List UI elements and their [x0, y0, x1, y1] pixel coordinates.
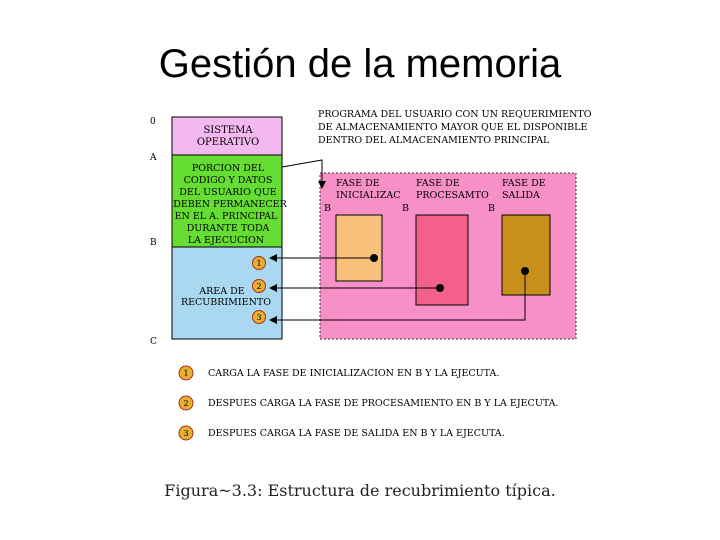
legend-3-number: 3: [183, 429, 189, 438]
overlay-label-line1: AREA DE: [199, 286, 245, 297]
phase-process-label-line2: PROCESAMTO: [416, 190, 489, 201]
resident-label-line1: PORCION DEL: [191, 163, 265, 174]
os-label-line2: OPERATIVO: [196, 137, 260, 148]
address-c: C: [150, 337, 157, 347]
slide-title: Gestión de la memoria: [158, 42, 562, 86]
legend-1-text: CARGA LA FASE DE INICIALIZACION EN B Y LA EJECUTA.: [208, 368, 500, 379]
phase-init-label-line1: FASE DE: [336, 178, 380, 189]
legend-2-text: DESPUES CARGA LA FASE DE PROCESAMIENTO EN B Y LA EJECUTA.: [208, 398, 559, 409]
phase-process-block: [416, 215, 468, 305]
resident-label-line4: DEBEN PERMANECER: [173, 199, 287, 210]
program-heading-line3: DENTRO DEL ALMACENAMIENTO PRINCIPAL: [318, 135, 550, 146]
phase-output-b-label: B: [488, 203, 495, 214]
address-0: 0: [150, 117, 156, 127]
slot-1-number: 1: [256, 259, 262, 268]
legend-1-number: 1: [183, 369, 189, 378]
program-heading-line1: PROGRAMA DEL USUARIO CON UN REQUERIMIENTO: [318, 109, 592, 120]
phase-init-block: [336, 215, 382, 281]
program-heading-line2: DE ALMACENAMIENTO MAYOR QUE EL DISPONIBLE: [318, 122, 588, 133]
phase-init-label-line2: INICIALIZAC: [336, 190, 401, 201]
legend-3-text: DESPUES CARGA LA FASE DE SALIDA EN B Y LA EJECUTA.: [208, 428, 505, 439]
os-block: [172, 117, 282, 155]
phase-process-label-line1: FASE DE: [416, 178, 460, 189]
phase-init-b-label: B: [324, 203, 331, 214]
resident-label-line7: LA EJECUCION: [187, 235, 265, 246]
phase-output-label-line2: SALIDA: [502, 190, 540, 201]
overlay-label-line2: RECUBRIMIENTO: [180, 297, 272, 308]
address-a: A: [150, 153, 157, 163]
resident-to-program-arrow: [282, 160, 322, 188]
phase-output-block: [502, 215, 550, 295]
slot-3-number: 3: [256, 313, 262, 322]
slot-2-number: 2: [256, 282, 262, 291]
phase-process-b-label: B: [402, 203, 409, 214]
resident-label-line3: DEL USUARIO QUE: [179, 187, 277, 198]
os-label-line1: SISTEMA: [203, 125, 253, 136]
resident-label-line2: CODIGO Y DATOS: [183, 175, 273, 186]
legend-2-number: 2: [183, 399, 189, 408]
resident-label-line6: DURANTE TODA: [186, 223, 270, 234]
phase-output-label-line1: FASE DE: [502, 178, 546, 189]
figure-caption: Figura~3.3: Estructura de recubrimiento típica.: [164, 481, 556, 500]
address-b: B: [150, 238, 157, 248]
resident-label-line5: EN EL A. PRINCIPAL: [174, 211, 278, 222]
